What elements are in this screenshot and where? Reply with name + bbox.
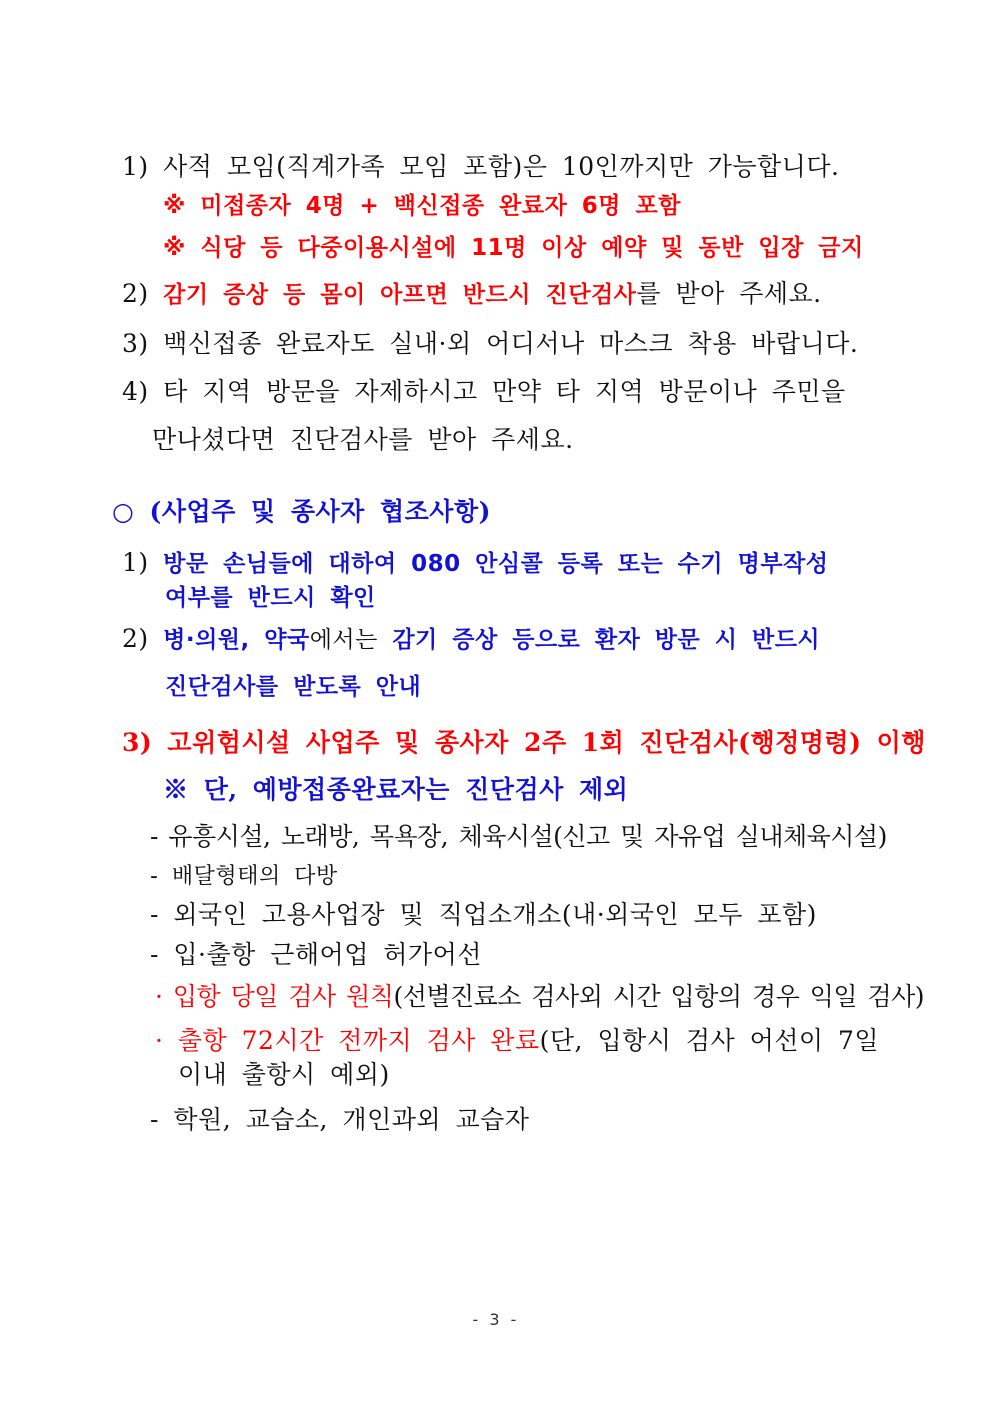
highlight-text: 출항 72시간 전까지 검사 완료	[177, 1026, 540, 1055]
highlight-symptoms: 감기 증상 등으로 환자 방문 시 반드시	[392, 627, 821, 653]
section1-note-restaurant: ※ 식당 등 다중이용시설에 11명 이상 예약 및 동반 입장 금지	[163, 235, 864, 261]
facility-list-item: - 유흥시설, 노래방, 목욕장, 체육시설(신고 및 자유업 실내체육시설)	[150, 822, 887, 851]
item-number: 2)	[122, 624, 149, 653]
item-text: 백신접종 완료자도 실내·외 어디서나 마스크 착용 바랍니다.	[163, 329, 859, 358]
item-number: 4)	[122, 377, 149, 406]
section1-item3	[122, 329, 858, 359]
item-text-rest: (단, 입항시 검사 어선이 7일	[539, 1026, 880, 1055]
item-text-connector: 에서는	[309, 627, 378, 653]
item-text-rest: 를 받아 주세요.	[636, 279, 822, 308]
section1-item2	[122, 279, 822, 310]
section1-note-unvaccinated: ※ 미접종자 4명 + 백신접종 완료자 6명 포함	[163, 193, 681, 219]
page-number: - 3 -	[472, 1310, 520, 1329]
section2-item1-line2: 여부를 반드시 확인	[165, 585, 376, 611]
section1-item4-line2: 만나셨다면 진단검사를 받아 주세요.	[152, 425, 574, 454]
section2-item3-note: ※ 단, 예방접종완료자는 진단검사 제외	[163, 775, 629, 804]
item-number: 2)	[122, 279, 149, 308]
item-number: 3)	[122, 329, 149, 358]
section2-item3-heading: 3) 고위험시설 사업주 및 종사자 2주 1회 진단검사(행정명령) 이행	[122, 728, 926, 757]
facility-list-item: - 입·출항 근해어업 허가어선	[150, 940, 482, 969]
item-number: 1)	[122, 152, 149, 181]
item-text: 방문 손님들에 대하여 080 안심콜 등록 또는 수기 명부작성	[163, 551, 829, 577]
highlight-pharmacy: 병·의원, 약국	[163, 627, 310, 653]
section2-item2-line1	[122, 624, 820, 655]
sub-item-port-departure	[155, 1026, 879, 1056]
facility-list-item: - 학원, 교습소, 개인과외 교습자	[150, 1105, 530, 1134]
sub-item-port-entry	[155, 982, 924, 1012]
item-text: 타 지역 방문을 자제하시고 만약 타 지역 방문이나 주민을	[163, 377, 846, 406]
bullet-dot: ·	[155, 982, 163, 1011]
facility-list-item: - 배달형태의 다방	[150, 864, 338, 889]
section1-item4-line1	[122, 377, 846, 407]
section2-heading: ○ (사업주 및 종사자 협조사항)	[112, 497, 491, 526]
section2-item2-line2: 진단검사를 받도록 안내	[165, 674, 422, 700]
highlight-text: 감기 증상 등 몸이 아프면 반드시 진단검사	[163, 282, 637, 308]
sub-item-port-departure-line2: 이내 출항시 예외)	[178, 1060, 390, 1089]
item-text-rest: (선별진료소 검사외 시간 입항의 경우 익일 검사)	[393, 982, 924, 1011]
item-text: 사적 모임(직계가족 모임 포함)은 10인까지만 가능합니다.	[163, 152, 840, 181]
bullet-dot: ·	[155, 1026, 164, 1055]
facility-list-item: - 외국인 고용사업장 및 직업소개소(내·외국인 모두 포함)	[150, 900, 817, 929]
highlight-text: 입항 당일 검사 원칙	[172, 982, 394, 1011]
section2-item1-line1	[122, 548, 829, 579]
section1-item1	[122, 152, 839, 182]
item-number: 1)	[122, 548, 149, 577]
